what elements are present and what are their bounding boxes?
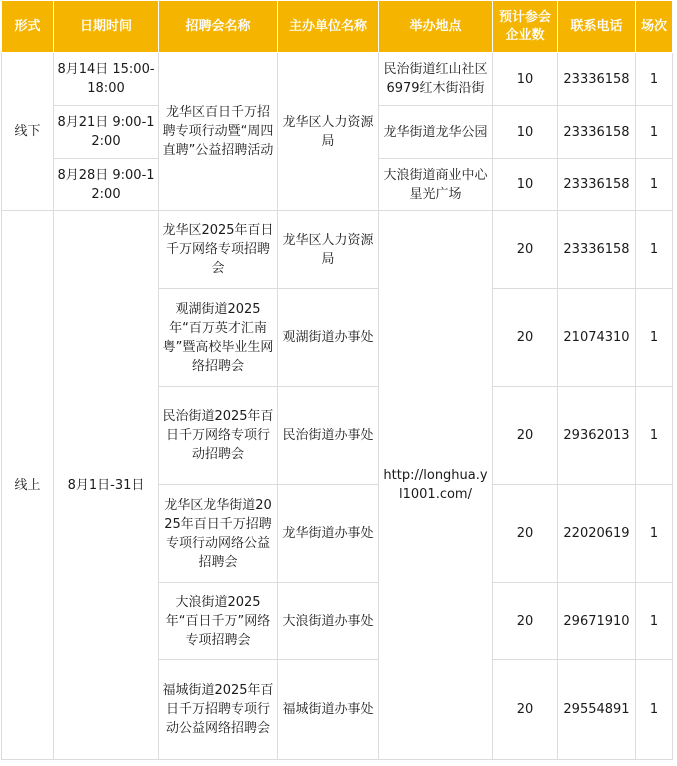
date-cell: 8月21日 9:00-12:00 (54, 106, 159, 159)
header-phone: 联系电话 (558, 1, 636, 53)
organizer-cell: 龙华区人力资源局 (278, 211, 379, 289)
companies-cell: 20 (493, 211, 558, 289)
companies-cell: 20 (493, 583, 558, 660)
sessions-cell: 1 (636, 53, 673, 106)
header-organizer: 主办单位名称 (278, 1, 379, 53)
sessions-cell: 1 (636, 211, 673, 289)
header-row (2, 1, 673, 53)
date-cell: 8月28日 9:00-12:00 (54, 159, 159, 211)
phone-cell: 23336158 (558, 53, 636, 106)
sessions-cell: 1 (636, 159, 673, 211)
phone-cell: 23336158 (558, 106, 636, 159)
sessions-cell: 1 (636, 583, 673, 660)
fair-name-cell: 福城街道2025年百日千万招聘专项行动公益网络招聘会 (159, 660, 278, 760)
fair-name-cell: 观湖街道2025年“百万英才汇南粤”暨高校毕业生网络招聘会 (159, 289, 278, 387)
sessions-cell: 1 (636, 660, 673, 760)
phone-cell: 29671910 (558, 583, 636, 660)
organizer-cell: 民治街道办事处 (278, 387, 379, 485)
companies-cell: 10 (493, 106, 558, 159)
table-row (2, 211, 673, 289)
header-fair-name: 招聘会名称 (159, 1, 278, 53)
fair-name-cell: 龙华区龙华街道2025年百日千万招聘专项行动网络公益招聘会 (159, 485, 278, 583)
phone-cell: 29362013 (558, 387, 636, 485)
header-form: 形式 (2, 1, 54, 53)
organizer-cell: 龙华区人力资源局 (278, 53, 379, 211)
form-cell: 线上 (2, 211, 54, 760)
sessions-cell: 1 (636, 289, 673, 387)
phone-cell: 22020619 (558, 485, 636, 583)
organizer-cell: 龙华街道办事处 (278, 485, 379, 583)
companies-cell: 20 (493, 660, 558, 760)
table-row (2, 53, 673, 106)
sessions-cell: 1 (636, 106, 673, 159)
location-link[interactable]: http://longhua.yl1001.com/ (379, 211, 493, 760)
header-companies: 预计参会企业数 (493, 1, 558, 53)
date-cell: 8月1日-31日 (54, 211, 159, 760)
companies-cell: 10 (493, 159, 558, 211)
companies-cell: 20 (493, 485, 558, 583)
location-cell: 龙华街道龙华公园 (379, 106, 493, 159)
organizer-cell: 福城街道办事处 (278, 660, 379, 760)
date-cell: 8月14日 15:00-18:00 (54, 53, 159, 106)
phone-cell: 23336158 (558, 159, 636, 211)
phone-cell: 23336158 (558, 211, 636, 289)
organizer-cell: 大浪街道办事处 (278, 583, 379, 660)
phone-cell: 29554891 (558, 660, 636, 760)
companies-cell: 20 (493, 289, 558, 387)
fair-name-cell: 龙华区2025年百日千万网络专项招聘会 (159, 211, 278, 289)
header-date: 日期时间 (54, 1, 159, 53)
location-cell: 民治街道红山社区6979红木街沿街 (379, 53, 493, 106)
location-cell: 大浪街道商业中心星光广场 (379, 159, 493, 211)
fair-name-cell: 民治街道2025年百日千万网络专项行动招聘会 (159, 387, 278, 485)
job-fair-table (1, 0, 673, 760)
header-sessions: 场次 (636, 1, 673, 53)
form-cell: 线下 (2, 53, 54, 211)
organizer-cell: 观湖街道办事处 (278, 289, 379, 387)
sessions-cell: 1 (636, 387, 673, 485)
sessions-cell: 1 (636, 485, 673, 583)
fair-name-cell: 大浪街道2025年“百日千万”网络专项招聘会 (159, 583, 278, 660)
companies-cell: 10 (493, 53, 558, 106)
phone-cell: 21074310 (558, 289, 636, 387)
header-location: 举办地点 (379, 1, 493, 53)
companies-cell: 20 (493, 387, 558, 485)
fair-name-cell: 龙华区百日千万招聘专项行动暨“周四直聘”公益招聘活动 (159, 53, 278, 211)
